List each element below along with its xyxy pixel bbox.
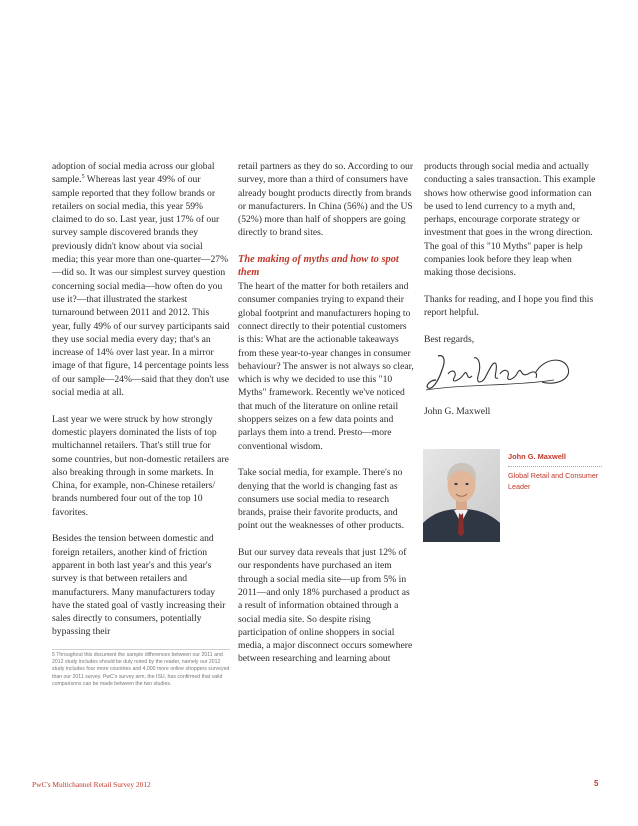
profile-title: Global Retail and Consumer Leader	[508, 471, 599, 492]
handwritten-signature	[424, 350, 574, 400]
col3-paragraph-1: products through social media and actually conducting a sales transaction. This example shows how otherwise good information can be used to lend currency to a myth and, perhaps, encourage corporate strategy or investment that goes in the wrong direction. The goal of this "10 Myths" paper is help companies look before they leap when making those decisions.	[424, 161, 596, 279]
col1-paragraph-3: Besides the tension between domestic and foreign retailers, another kind of friction apparent in both last year's and this year's survey is that between retailers and manufacturers. Many manufacturers today have the stated goal of vastly increasing their sales directly to consumers, potentially bypassing their	[52, 533, 226, 638]
footnote-divider	[52, 649, 230, 650]
section-heading: The making of myths and how to spot them	[238, 254, 399, 279]
column-2	[238, 160, 414, 679]
profile-divider	[508, 466, 602, 467]
profile-name: John G. Maxwell	[508, 452, 566, 461]
col2-paragraph-4: But our survey data reveals that just 12% of our respondents have purchased an item through a social media site—up from 5% in 2011—and only 18% purchased a product as a result of information obtained through a social media site. So despite rising participation of online shoppers in social media, a major disconnect occurs somewhere between researching and learning about	[238, 547, 413, 665]
col3-paragraph-2: Thanks for reading, and I hope you find this report helpful.	[424, 293, 594, 319]
profile-photo	[423, 449, 500, 542]
col2-paragraph-3: Take social media, for example. There's no denying that the world is changing fast as consumers use social media to research brands, praise their favorite products, and point out the weaknesses of other products.	[238, 467, 404, 532]
col2-paragraph-1: retail partners as they do so. According to our survey, more than a third of consumers have already bought products directly from brands or manufacturers. In China (56%) and the US (52%) more than half of shoppers are going directly to brand sites.	[238, 161, 414, 239]
footnote: 5 Throughout this document the sample differences between our 2011 and 2012 study includes should be duly noted by the reader, namely our 2012 study includes four more countries and 4,000 more online shoppers surveyed than our 2011 survey. PwC's survey arm, the ISU, has confirmed that valid comparisons can be made between the two studies.	[52, 652, 230, 687]
col1-paragraph-2: Last year we were struck by how strongly domestic players dominated the lists of top multichannel retailers. That's still true for some countries, but non-domestic retailers are also breaking through in some markets. In China, for example, non-Chinese retailers/ brands numbered four out of the top 10 favorites.	[52, 413, 229, 518]
publication-footer: PwC's Multichannel Retail Survey 2012	[32, 780, 151, 789]
column-3	[424, 160, 602, 359]
col1-paragraph-1: adoption of social media across our global sample.$^5$ Whereas last year 49% of our sample reported that they follow brands or retailers on social media, this year 59% claimed to do so. Last year, just 17% of our survey sample discovered brands they previously didn't know about via social media; this year more than one-quarter—27%—did so. It was our simplest survey question concerning social media—how often do you use it?—that illustrated the starkest turnaround between 2011 and 2012. This year, fully 49% of our survey participants said they use social media every day; that's an increase of 14% over last year. In a mirror image of that figure, 14 percentage points less of our sample—24%—said that they don't use social media at all.	[52, 161, 230, 399]
page-number: 5	[594, 779, 599, 788]
column-1	[52, 160, 230, 652]
col2-paragraph-2: The heart of the matter for both retailers and consumer companies trying to expand their global footprint and manufacturers hoping to connect directly to their potential customers is this: What are the actionable takeaways from these year-to-year changes in consumer behaviour? The answer is not always so clear, which is why we decided to use this "10 Myths" framework. Recently we've noticed that much of the literature on online retail shoppers seizes on a few data points and parlays them into a trend. Presto—more conventional wisdom.	[238, 281, 414, 452]
signature-name: John G. Maxwell	[424, 406, 491, 417]
footnote-ref[interactable]: 5	[81, 174, 85, 181]
col3-closing: Best regards,	[424, 333, 475, 345]
